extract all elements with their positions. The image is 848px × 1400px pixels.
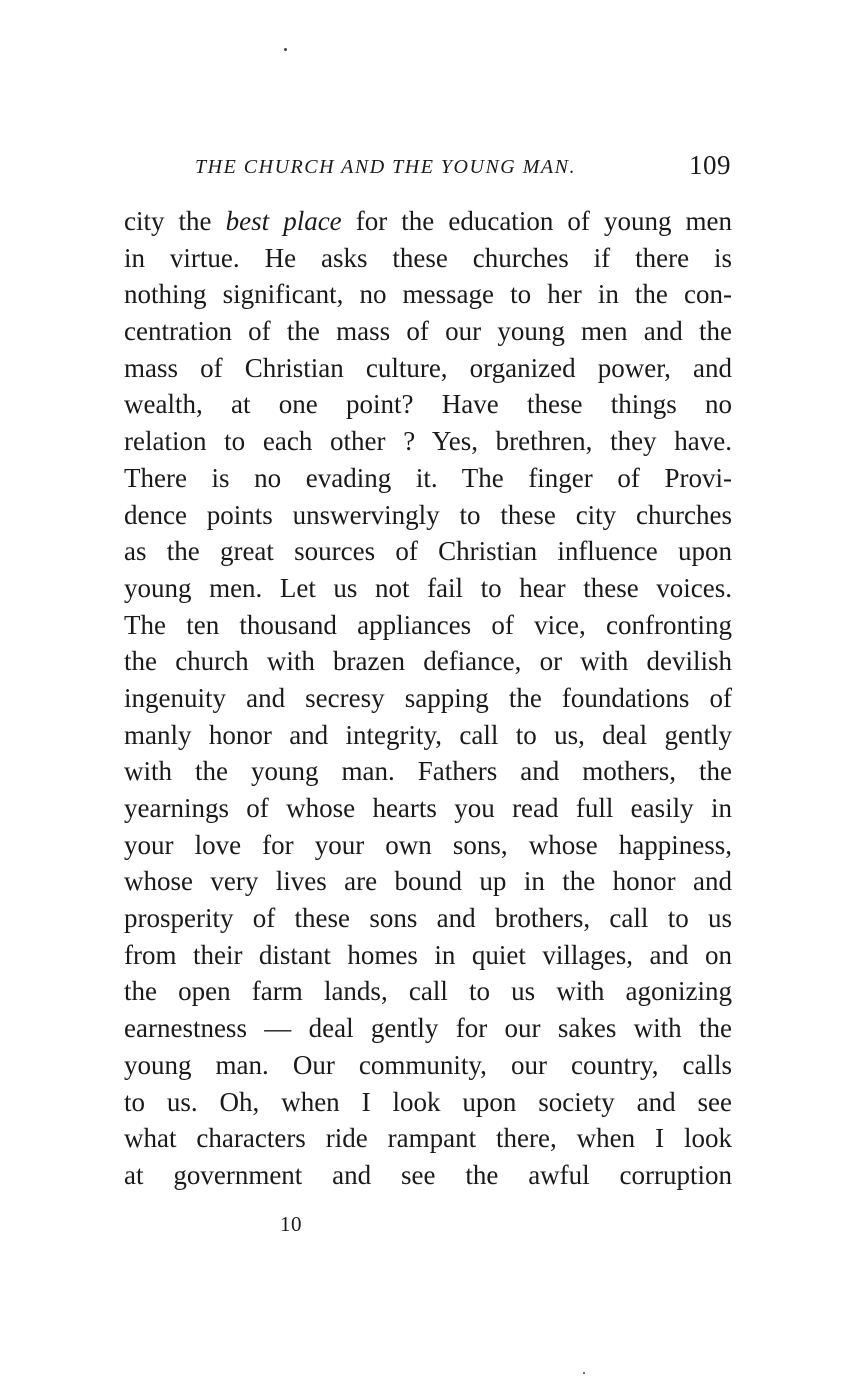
page-header: [195, 150, 735, 186]
text-segment: city the: [124, 206, 212, 236]
text-line: to us. Oh, when I look upon society and see: [124, 1086, 732, 1117]
text-line: young men. Let us not fail to hear these voices.: [124, 572, 732, 603]
text-line: ingenuity and secresy sapping the foundations of: [124, 682, 732, 713]
body-text: [124, 203, 732, 1194]
running-title: THE CHURCH AND THE YOUNG MAN.: [195, 156, 576, 178]
text-line: manly honor and integrity, call to us, deal gently: [124, 719, 732, 750]
signature-mark: 10: [280, 1212, 302, 1236]
text-line: There is no evading it. The finger of Provi-: [124, 462, 732, 493]
text-line: mass of Christian culture, organized power, and: [124, 352, 732, 383]
text-line: dence points unswervingly to these city churches: [124, 499, 732, 530]
text-line: young man. Our community, our country, calls: [124, 1049, 732, 1080]
text-line: in virtue. He asks these churches if there is: [124, 242, 732, 273]
text-line: [124, 203, 732, 240]
text-line: your love for your own sons, whose happiness,: [124, 829, 732, 860]
ink-speck: [583, 1372, 585, 1374]
text-line: The ten thousand appliances of vice, confronting: [124, 609, 732, 640]
text-segment: for the education of young men: [355, 206, 733, 236]
ink-speck: [284, 48, 287, 51]
italic-emphasis: best place: [225, 206, 342, 236]
text-line: whose very lives are bound up in the honor and: [124, 866, 732, 897]
text-line: from their distant homes in quiet villages, and on: [124, 939, 732, 970]
text-line: wealth, at one point? Have these things no: [124, 389, 732, 420]
text-line: earnestness — deal gently for our sakes with the: [124, 1013, 732, 1044]
page-number: 109: [689, 150, 731, 180]
text-line: what characters ride rampant there, when I look: [124, 1123, 732, 1154]
text-line: with the young man. Fathers and mothers, the: [124, 756, 732, 787]
text-line: nothing significant, no message to her in the con-: [124, 279, 732, 310]
text-line: prosperity of these sons and brothers, call to us: [124, 903, 732, 934]
text-line: at government and see the awful corruption: [124, 1159, 732, 1190]
text-line: as the great sources of Christian influence upon: [124, 536, 732, 567]
text-line: centration of the mass of our young men and the: [124, 316, 732, 347]
text-line: the church with brazen defiance, or with devilish: [124, 646, 732, 677]
text-line: the open farm lands, call to us with agonizing: [124, 976, 732, 1007]
text-line: relation to each other ? Yes, brethren, they have.: [124, 426, 732, 457]
text-line: yearnings of whose hearts you read full easily in: [124, 793, 732, 823]
